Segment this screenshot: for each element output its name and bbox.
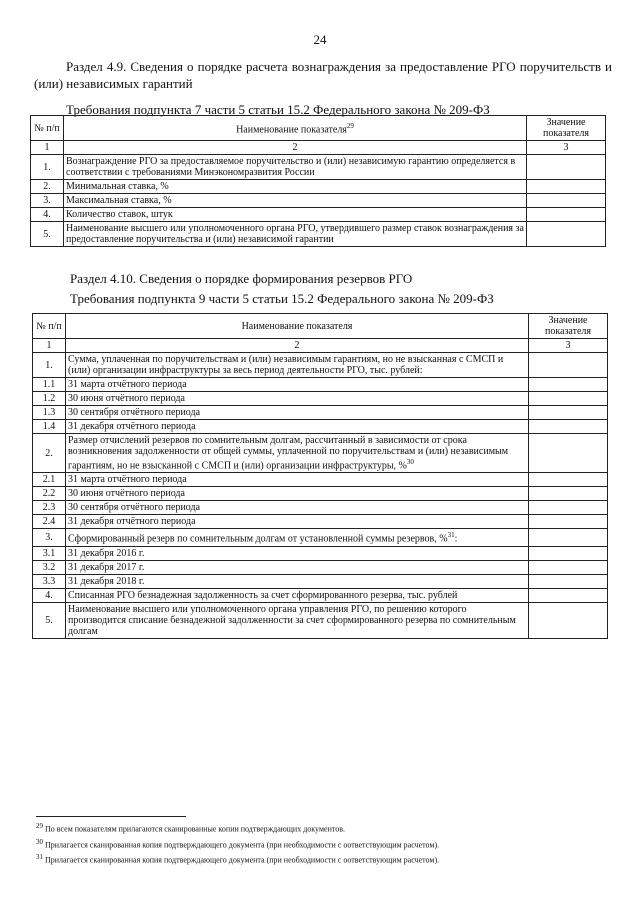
row-number: 4. (33, 588, 66, 602)
indicator-name: 30 сентября отчётного периода (66, 406, 529, 420)
indicator-value (527, 194, 606, 208)
table-row (33, 574, 608, 588)
indicator-name: 30 сентября отчётного периода (66, 501, 529, 515)
indicator-name: Минимальная ставка, % (64, 180, 527, 194)
column-number: 3 (527, 141, 606, 155)
table-row (31, 222, 606, 247)
indicator-name: Сформированный резерв по сомнительным долгам от установленной суммы резервов, %$^{31}$: (66, 529, 529, 546)
footnote: $^{29}$ По всем показателям прилагаются сканированные копии подтверждающих документов. (36, 822, 346, 834)
indicator-value (529, 353, 608, 378)
indicator-value (529, 529, 608, 546)
reward-calculation-table (30, 115, 606, 247)
indicator-name: Сумма, уплаченная по поручительствам и (или) независимым гарантиям, но не взысканная с СМСП и (или) организации инфраструктуры за весь период деятельности РГО, тыс. рублей: (66, 353, 529, 378)
column-number: 1 (31, 141, 64, 155)
row-number: 3. (31, 194, 64, 208)
indicator-name: Количество ставок, штук (64, 208, 527, 222)
table-row (33, 378, 608, 392)
row-number: 1.3 (33, 406, 66, 420)
row-number: 1.4 (33, 420, 66, 434)
indicator-value (529, 574, 608, 588)
column-number: 2 (66, 339, 529, 353)
indicator-value (527, 208, 606, 222)
table-row (31, 155, 606, 180)
row-number: 5. (33, 602, 66, 638)
table-row (33, 434, 608, 473)
indicator-name: Списанная РГО безнадежная задолженность за счет сформированного резерва, тыс. рублей (66, 588, 529, 602)
page-number: 24 (313, 32, 327, 47)
row-number: 2.3 (33, 501, 66, 515)
footnote: $^{31}$ Прилагается сканированная копия подтверждающего документа (при необходимости с оответствующим расчетом). (36, 853, 440, 865)
table-row (33, 529, 608, 546)
row-number: 2. (31, 180, 64, 194)
column-header-num: № п/п (31, 116, 64, 141)
table-row (33, 473, 608, 487)
column-header-name: Наименование показателя (66, 314, 529, 339)
table-row (31, 208, 606, 222)
column-number-row (31, 141, 606, 155)
footnote: $^{30}$ Прилагается сканированная копия подтверждающего документа (при необходимости с оответствующим расчетом). (36, 837, 440, 850)
table-row (33, 546, 608, 560)
indicator-name: 31 декабря 2016 г. (66, 546, 529, 560)
section-4-10-requirement: Требования подпункта 9 части 5 статьи 15.2 Федерального закона № 209-ФЗ (70, 291, 494, 306)
column-number-row (33, 339, 608, 353)
table-header-row (33, 314, 608, 339)
row-number: 1. (33, 353, 66, 378)
row-number: 2.2 (33, 487, 66, 501)
row-number: 3.2 (33, 560, 66, 574)
indicator-name: Вознаграждение РГО за предоставляемое поручительство и (или) независимую гарантию определяется в соответствии с требованиями Минэкономразвития России (64, 155, 527, 180)
indicator-value (527, 180, 606, 194)
indicator-value (529, 546, 608, 560)
column-number: 1 (33, 339, 66, 353)
indicator-value (529, 588, 608, 602)
table-row (33, 602, 608, 638)
indicator-value (529, 487, 608, 501)
indicator-name: Наименование высшего или уполномоченного органа РГО, утвердившего размер ставок вознаграждения за предоставление поручительства и (или) независимой гарантии (64, 222, 527, 247)
table-row (33, 501, 608, 515)
indicator-name: 30 июня отчётного периода (66, 487, 529, 501)
row-number: 5. (31, 222, 64, 247)
row-number: 2.1 (33, 473, 66, 487)
footnotes (36, 820, 596, 867)
indicator-value (529, 420, 608, 434)
row-number: 1.1 (33, 378, 66, 392)
indicator-name: Размер отчислений резервов по сомнительным долгам, рассчитанный в зависимости от срока возникновения задолженности от общей суммы, уплаченной по поручительствам и (или) независимым гарантиям, но не взысканной с СМСП и (или) организации инфраструктуры, %$^{30}$ (66, 434, 529, 473)
section-4-9-title: Раздел 4.9. Сведения о порядке расчета вознаграждения за предоставление РГО поручительств и (или) независимых гарантий (34, 59, 612, 91)
table-row (33, 588, 608, 602)
indicator-value (527, 155, 606, 180)
column-number: 2 (64, 141, 527, 155)
indicator-value (529, 560, 608, 574)
indicator-name: Максимальная ставка, % (64, 194, 527, 208)
section-4-10-title: Раздел 4.10. Сведения о порядке формирования резервов РГО (70, 271, 413, 286)
indicator-name: 31 декабря 2017 г. (66, 560, 529, 574)
row-number: 3.3 (33, 574, 66, 588)
row-number: 1. (31, 155, 64, 180)
indicator-value (529, 501, 608, 515)
footnote-separator (36, 816, 186, 817)
column-header-value: Значение показателя (527, 116, 606, 141)
row-number: 1.2 (33, 392, 66, 406)
indicator-name: 31 марта отчётного периода (66, 378, 529, 392)
table-row (33, 487, 608, 501)
indicator-value (529, 392, 608, 406)
column-header-name: Наименование показателя$^{29}$ (64, 116, 527, 141)
indicator-name: 31 декабря 2018 г. (66, 574, 529, 588)
indicator-value (529, 515, 608, 529)
reserves-table (32, 313, 608, 639)
indicator-value (529, 378, 608, 392)
table-row (31, 180, 606, 194)
indicator-name: 31 марта отчётного периода (66, 473, 529, 487)
table-row (33, 515, 608, 529)
indicator-value (529, 602, 608, 638)
row-number: 3.1 (33, 546, 66, 560)
row-number: 2.4 (33, 515, 66, 529)
row-number: 3. (33, 529, 66, 546)
table-row (31, 194, 606, 208)
column-number: 3 (529, 339, 608, 353)
indicator-name: 30 июня отчётного периода (66, 392, 529, 406)
table-row (33, 353, 608, 378)
column-header-value: Значение показателя (529, 314, 608, 339)
indicator-value (529, 434, 608, 473)
indicator-value (527, 222, 606, 247)
indicator-name: 31 декабря отчётного периода (66, 420, 529, 434)
indicator-value (529, 406, 608, 420)
indicator-name: Наименование высшего или уполномоченного органа управления РГО, по решению которого производится списание безнадежной задолженности за счет сформированного резерва по сомнительным долгам (66, 602, 529, 638)
row-number: 4. (31, 208, 64, 222)
section-4-9-requirement: Требования подпункта 7 части 5 статьи 15.2 Федерального закона № 209-ФЗ (66, 102, 490, 117)
table-header-row (31, 116, 606, 141)
table-row (33, 392, 608, 406)
table-row (33, 406, 608, 420)
indicator-name: 31 декабря отчётного периода (66, 515, 529, 529)
indicator-value (529, 473, 608, 487)
column-header-num: № п/п (33, 314, 66, 339)
table-row (33, 560, 608, 574)
row-number: 2. (33, 434, 66, 473)
table-row (33, 420, 608, 434)
